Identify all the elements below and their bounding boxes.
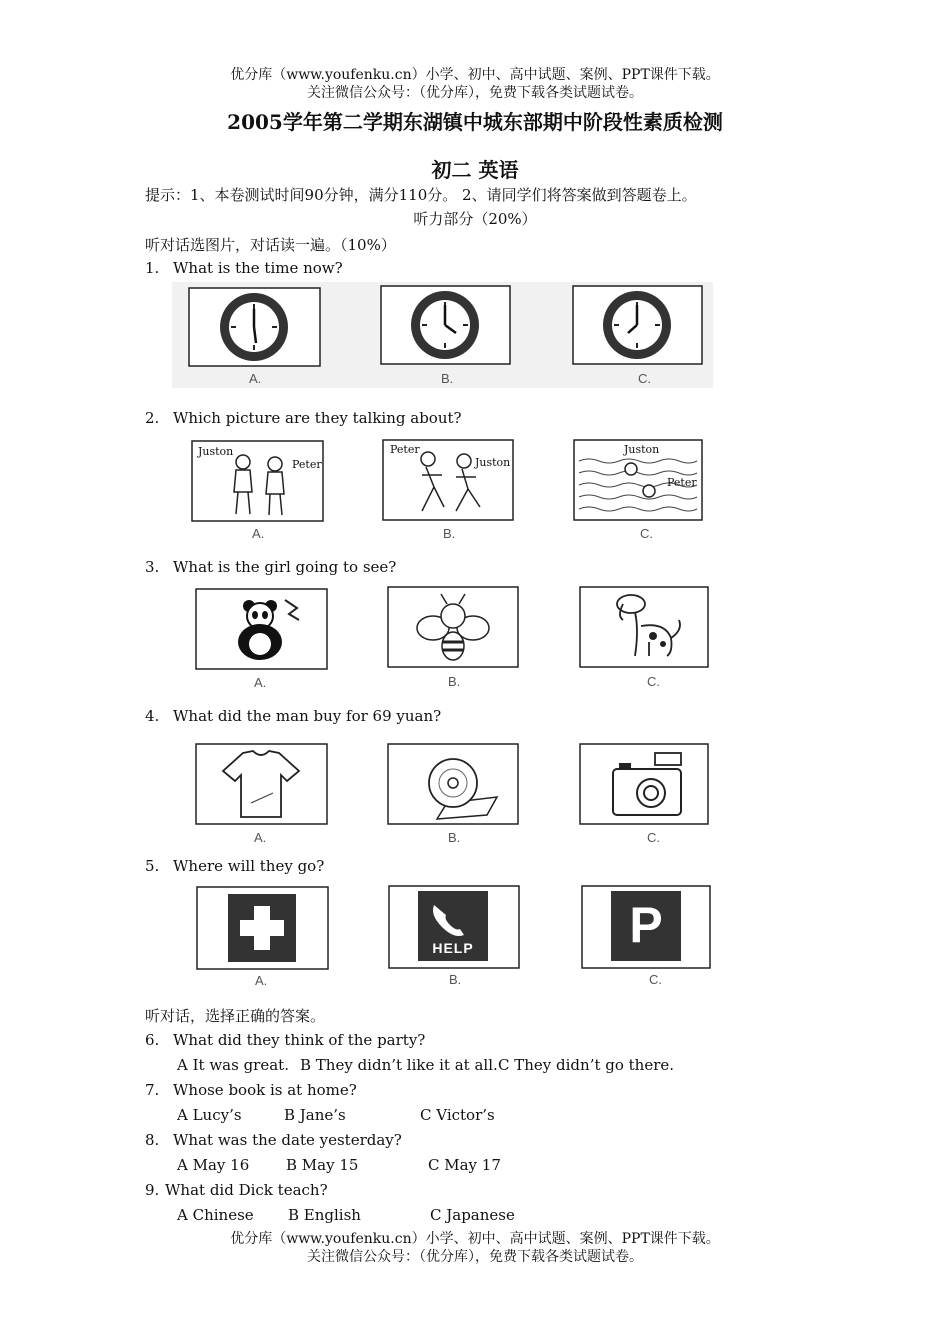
question-9-number: 9. xyxy=(145,1181,160,1199)
cd-icon xyxy=(387,743,519,825)
footer-line-1: 优分库（www.youfenku.cn）小学、初中、高中试题、案例、PPT课件下载。 xyxy=(230,1231,720,1247)
parking-sign-icon xyxy=(581,885,711,969)
peter-label-a: Peter xyxy=(292,458,322,471)
question-1-text: What is the time now? xyxy=(173,259,343,277)
question-9-option-a: A Chinese xyxy=(177,1206,254,1224)
first-aid-cross-icon xyxy=(196,886,329,970)
header-line-1: 优分库（www.youfenku.cn）小学、初中、高中试题、案例、PPT课件下载。 xyxy=(230,67,720,83)
question-1-label-b: B. xyxy=(441,371,454,386)
question-3-text: What is the girl going to see? xyxy=(173,558,397,576)
question-6-number: 6. xyxy=(145,1031,160,1049)
question-5-label-c: C. xyxy=(649,972,662,987)
question-2-label-a: A. xyxy=(252,526,265,541)
panda-icon xyxy=(195,588,328,670)
exam-hint: 提示：1、本卷测试时间90分钟，满分110分。 2、请同学们将答案做到答题卷上。 xyxy=(145,186,697,204)
camera-icon xyxy=(579,743,709,825)
parking-sign-text: P xyxy=(629,897,663,953)
boys-running-icon xyxy=(382,439,514,521)
question-6-option-b: B They didn’t like it at all. xyxy=(300,1056,498,1074)
bee-icon xyxy=(387,586,519,668)
question-6-option-c: C They didn’t go there. xyxy=(498,1056,675,1074)
clock-b-icon xyxy=(380,285,511,365)
question-7-text: Whose book is at home? xyxy=(173,1081,357,1099)
boys-walking-icon xyxy=(191,440,324,522)
peter-label-b: Peter xyxy=(390,443,420,456)
juston-label-b: Juston xyxy=(475,456,511,469)
question-7-option-c: C Victor’s xyxy=(420,1106,495,1124)
page-title: 2005学年第二学期东湖镇中城东部期中阶段性素质检测 xyxy=(227,110,723,134)
question-8-option-c: C May 17 xyxy=(428,1156,501,1174)
help-phone-icon xyxy=(388,885,520,969)
question-3-label-a: A. xyxy=(254,675,267,690)
question-5-number: 5. xyxy=(145,857,160,875)
juston-label-c: Juston xyxy=(624,443,660,456)
header-line-2: 关注微信公众号：（优分库），免费下载各类试题试卷。 xyxy=(307,85,643,101)
part1-instruction: 听对话选图片，对话读一遍。（10%） xyxy=(145,236,396,254)
question-3-number: 3. xyxy=(145,558,160,576)
question-6-option-a: A It was great. xyxy=(177,1056,289,1074)
question-8-option-a: A May 16 xyxy=(177,1156,250,1174)
question-5-label-a: A. xyxy=(255,973,268,988)
clock-c-icon xyxy=(572,285,703,365)
question-4-label-c: C. xyxy=(647,830,660,845)
question-4-number: 4. xyxy=(145,707,160,725)
question-9-option-c: C Japanese xyxy=(430,1206,515,1224)
help-sign-text: HELP xyxy=(432,940,474,956)
question-7-option-b: B Jane’s xyxy=(284,1106,346,1124)
question-8-number: 8. xyxy=(145,1131,160,1149)
question-4-text: What did the man buy for 69 yuan? xyxy=(173,707,442,725)
peter-label-c: Peter xyxy=(667,476,697,489)
boys-swimming-icon xyxy=(573,439,703,521)
listening-section-title: 听力部分（20%） xyxy=(413,210,537,228)
question-2-number: 2. xyxy=(145,409,160,427)
question-9-option-b: B English xyxy=(288,1206,361,1224)
question-2-text: Which picture are they talking about? xyxy=(173,409,462,427)
question-8-option-b: B May 15 xyxy=(286,1156,359,1174)
juston-label-a: Juston xyxy=(198,445,234,458)
question-1-label-c: C. xyxy=(638,371,651,386)
question-6-text: What did they think of the party? xyxy=(173,1031,426,1049)
question-2-label-b: B. xyxy=(443,526,456,541)
part2-instruction: 听对话，选择正确的答案。 xyxy=(145,1007,326,1025)
question-3-label-c: C. xyxy=(647,674,660,689)
question-7-option-a: A Lucy’s xyxy=(177,1106,242,1124)
question-4-label-b: B. xyxy=(448,830,461,845)
question-5-text: Where will they go? xyxy=(173,857,325,875)
question-7-number: 7. xyxy=(145,1081,160,1099)
question-3-label-b: B. xyxy=(448,674,461,689)
dog-icon xyxy=(579,586,709,668)
clock-a-icon xyxy=(188,287,321,367)
question-5-label-b: B. xyxy=(449,972,462,987)
question-4-label-a: A. xyxy=(254,830,267,845)
question-8-text: What was the date yesterday? xyxy=(173,1131,402,1149)
tshirt-icon xyxy=(195,743,328,825)
question-1-label-a: A. xyxy=(249,371,262,386)
question-1-number: 1. xyxy=(145,259,160,277)
footer-line-2: 关注微信公众号：（优分库），免费下载各类试题试卷。 xyxy=(307,1249,643,1265)
question-9-text: What did Dick teach? xyxy=(165,1181,328,1199)
page-subtitle: 初二 英语 xyxy=(431,158,519,182)
question-2-label-c: C. xyxy=(640,526,653,541)
